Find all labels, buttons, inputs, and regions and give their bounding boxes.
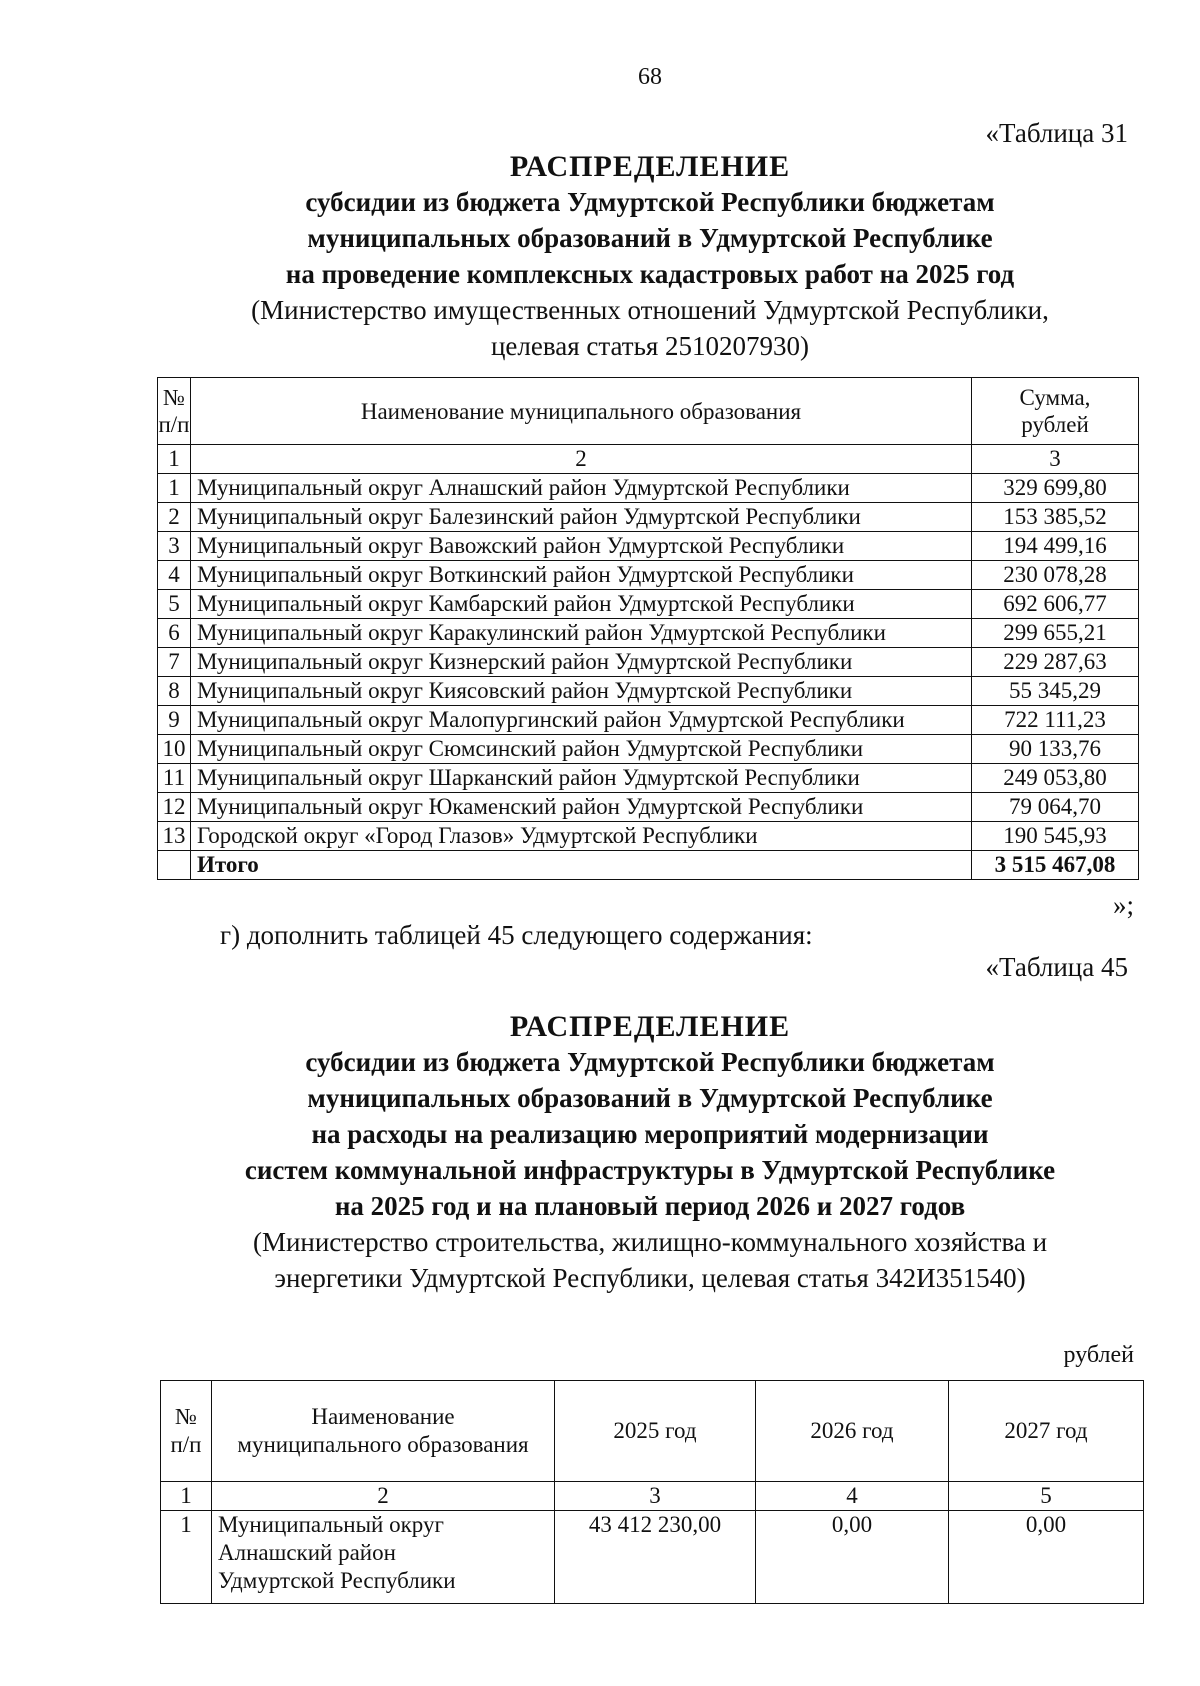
row-name: Муниципальный округ Алнашский район Удмуртской Республики — [212, 1511, 555, 1604]
row-num: 7 — [158, 648, 191, 677]
index-cell: 1 — [161, 1482, 212, 1511]
table31-label: «Таблица 31 — [985, 118, 1128, 148]
header-num: № п/п — [158, 378, 191, 445]
table31-subtitle-line: муниципальных образований в Удмуртской Республике — [307, 223, 993, 253]
index-cell: 3 — [972, 445, 1139, 474]
row-amount: 329 699,80 — [972, 474, 1139, 503]
table45-note-line: энергетики Удмуртской Республики, целевая статья 342И351540) — [274, 1263, 1026, 1293]
table-row — [158, 619, 1139, 648]
table31-index-row — [158, 445, 1139, 474]
total-num — [158, 851, 191, 880]
row-num: 11 — [158, 764, 191, 793]
row-num: 6 — [158, 619, 191, 648]
row-num: 3 — [158, 532, 191, 561]
index-cell: 4 — [756, 1482, 949, 1511]
row-amount: 79 064,70 — [972, 793, 1139, 822]
row-amount: 299 655,21 — [972, 619, 1139, 648]
table45-header-row — [161, 1381, 1144, 1482]
row-amount: 229 287,63 — [972, 648, 1139, 677]
row-name: Муниципальный округ Кизнерский район Удмуртской Республики — [191, 648, 972, 677]
total-amount: 3 515 467,08 — [972, 851, 1139, 880]
table45-heading — [0, 1010, 1200, 1296]
row-num: 1 — [161, 1511, 212, 1604]
table-row — [158, 793, 1139, 822]
table-row — [158, 706, 1139, 735]
table45-subtitle-line: субсидии из бюджета Удмуртской Республики бюджетам — [305, 1047, 995, 1077]
row-amount: 55 345,29 — [972, 677, 1139, 706]
row-name: Муниципальный округ Юкаменский район Удмуртской Республики — [191, 793, 972, 822]
row-amount: 692 606,77 — [972, 590, 1139, 619]
row-name: Муниципальный округ Сюмсинский район Удмуртской Республики — [191, 735, 972, 764]
row-name: Муниципальный округ Балезинский район Удмуртской Республики — [191, 503, 972, 532]
table-row — [158, 590, 1139, 619]
row-name: Муниципальный округ Малопургинский район Удмуртской Республики — [191, 706, 972, 735]
instruction-text: г) дополнить таблицей 45 следующего содержания: — [220, 920, 813, 950]
header-sum: Сумма, рублей — [972, 378, 1139, 445]
header-2025: 2025 год — [555, 1381, 756, 1482]
page-number: 68 — [638, 64, 662, 90]
index-cell: 3 — [555, 1482, 756, 1511]
header-name: Наименование муниципального образования — [212, 1381, 555, 1482]
table-row — [158, 503, 1139, 532]
table-row — [158, 474, 1139, 503]
row-amount: 230 078,28 — [972, 561, 1139, 590]
table-row — [158, 677, 1139, 706]
table45-index-row — [161, 1482, 1144, 1511]
table45-subtitle-line: на 2025 год и на плановый период 2026 и 2027 годов — [334, 1191, 966, 1221]
table-row — [158, 561, 1139, 590]
table-row — [158, 532, 1139, 561]
index-cell: 5 — [949, 1482, 1144, 1511]
row-name: Муниципальный округ Каракулинский район Удмуртской Республики — [191, 619, 972, 648]
row-num: 4 — [158, 561, 191, 590]
table45-label: «Таблица 45 — [985, 952, 1128, 982]
table31-header-row — [158, 378, 1139, 445]
table45-note-line: (Министерство строительства, жилищно-коммунального хозяйства и — [252, 1227, 1048, 1257]
table31 — [157, 377, 1139, 880]
row-amount: 722 111,23 — [972, 706, 1139, 735]
table-row — [158, 764, 1139, 793]
table-row — [161, 1511, 1144, 1604]
header-name: Наименование муниципального образования — [191, 378, 972, 445]
total-row — [158, 851, 1139, 880]
row-amount: 190 545,93 — [972, 822, 1139, 851]
row-num: 9 — [158, 706, 191, 735]
header-num: № п/п — [161, 1381, 212, 1482]
row-amount: 194 499,16 — [972, 532, 1139, 561]
row-name: Муниципальный округ Шарканский район Удмуртской Республики — [191, 764, 972, 793]
row-name: Муниципальный округ Алнашский район Удмуртской Республики — [191, 474, 972, 503]
row-2026: 0,00 — [756, 1511, 949, 1604]
row-amount: 249 053,80 — [972, 764, 1139, 793]
row-amount: 90 133,76 — [972, 735, 1139, 764]
table31-subtitle-line: субсидии из бюджета Удмуртской Республики бюджетам — [305, 187, 995, 217]
row-name: Муниципальный округ Вавожский район Удмуртской Республики — [191, 532, 972, 561]
table45-subtitle-line: муниципальных образований в Удмуртской Республике — [307, 1083, 993, 1113]
table31-subtitle-line: на проведение комплексных кадастровых работ на 2025 год — [285, 259, 1015, 289]
table-row — [158, 735, 1139, 764]
row-num: 5 — [158, 590, 191, 619]
table45 — [160, 1380, 1144, 1604]
total-label: Итого — [191, 851, 972, 880]
closing-quote: »; — [1112, 890, 1134, 920]
table45-title: РАСПРЕДЕЛЕНИЕ — [509, 1010, 791, 1043]
table31-title: РАСПРЕДЕЛЕНИЕ — [509, 150, 791, 183]
row-num: 10 — [158, 735, 191, 764]
table45-subtitle-line: на расходы на реализацию мероприятий модернизации — [311, 1119, 989, 1149]
row-2027: 0,00 — [949, 1511, 1144, 1604]
row-num: 13 — [158, 822, 191, 851]
row-num: 8 — [158, 677, 191, 706]
index-cell: 2 — [191, 445, 972, 474]
table45-subtitle-line: систем коммунальной инфраструктуры в Удмуртской Республике — [244, 1155, 1056, 1185]
unit-label: рублей — [1063, 1342, 1134, 1368]
row-num: 2 — [158, 503, 191, 532]
table-row — [158, 822, 1139, 851]
table31-note-line: целевая статья 2510207930) — [490, 331, 810, 361]
index-cell: 1 — [158, 445, 191, 474]
row-name: Муниципальный округ Киясовский район Удмуртской Республики — [191, 677, 972, 706]
header-2027: 2027 год — [949, 1381, 1144, 1482]
table31-heading — [0, 150, 1200, 364]
table-row — [158, 648, 1139, 677]
index-cell: 2 — [212, 1482, 555, 1511]
header-2026: 2026 год — [756, 1381, 949, 1482]
row-amount: 153 385,52 — [972, 503, 1139, 532]
row-name: Муниципальный округ Воткинский район Удмуртской Республики — [191, 561, 972, 590]
row-name: Муниципальный округ Камбарский район Удмуртской Республики — [191, 590, 972, 619]
row-name: Городской округ «Город Глазов» Удмуртской Республики — [191, 822, 972, 851]
row-num: 12 — [158, 793, 191, 822]
table31-note-line: (Министерство имущественных отношений Удмуртской Республики, — [251, 295, 1049, 325]
row-2025: 43 412 230,00 — [555, 1511, 756, 1604]
row-num: 1 — [158, 474, 191, 503]
